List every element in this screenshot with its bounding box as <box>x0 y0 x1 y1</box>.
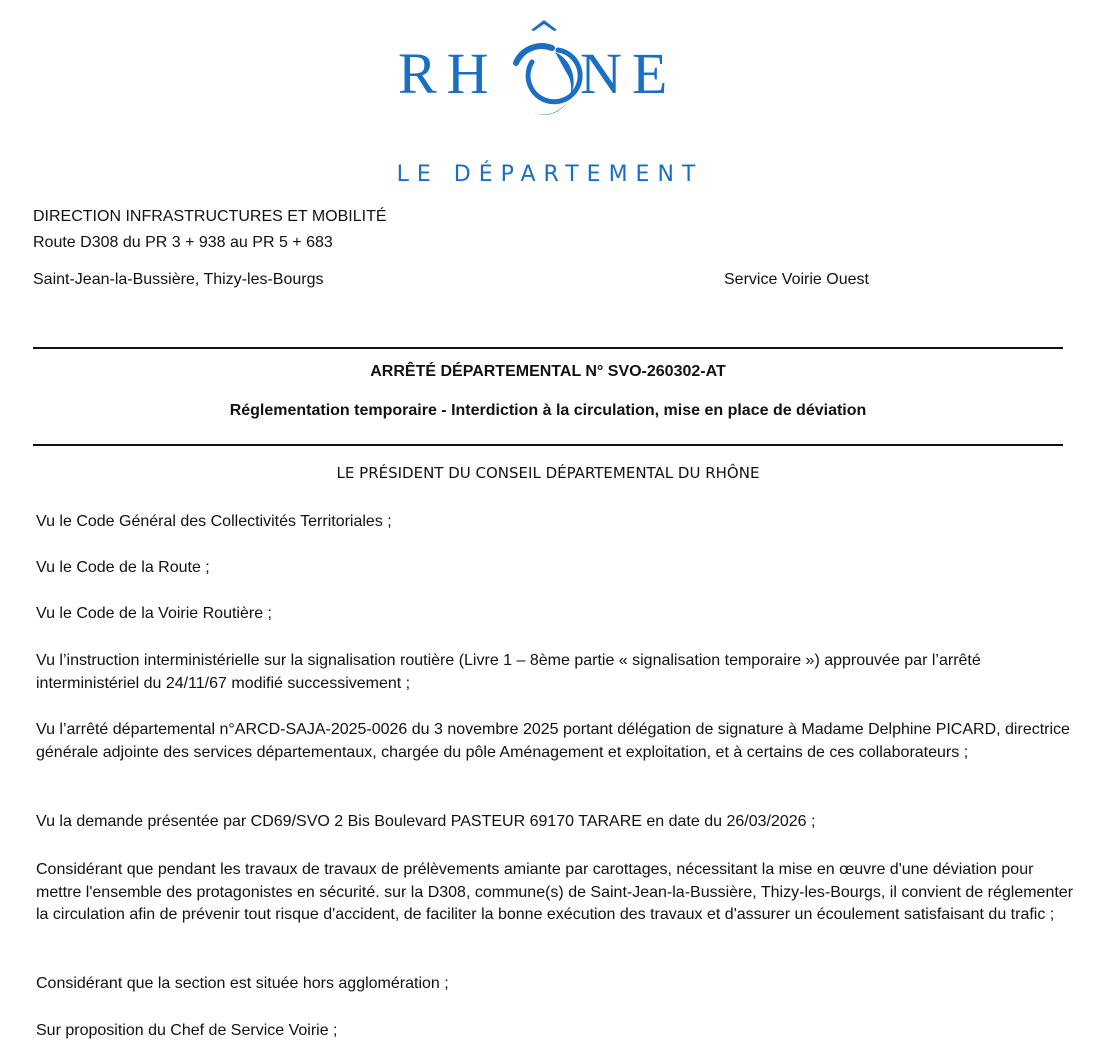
route-label: Route D308 du PR 3 + 938 au PR 5 + 683 <box>33 234 333 251</box>
title-bottom-divider <box>33 444 1063 446</box>
visa-paragraph: Vu le Code de la Voirie Routière ; <box>36 605 272 622</box>
service-label: Service Voirie Ouest <box>724 271 869 288</box>
arrete-number-title: ARRÊTÉ DÉPARTEMENTAL N° SVO-260302-AT <box>370 363 726 380</box>
arrete-subject: Réglementation temporaire - Interdiction à la circulation, mise en place de déviation <box>229 402 867 419</box>
rhone-logo-graphic <box>380 0 720 200</box>
communes-label: Saint-Jean-la-Bussière, Thizy-les-Bourgs <box>33 271 324 288</box>
title-top-divider <box>33 347 1063 349</box>
proposition-paragraph: Sur proposition du Chef de Service Voirie ; <box>36 1022 338 1039</box>
authority-heading: LE PRÉSIDENT DU CONSEIL DÉPARTEMENTAL DU RHÔNE <box>336 464 760 482</box>
logo-letters-left: RH <box>398 41 499 106</box>
logo-circumflex-icon <box>531 20 557 31</box>
visa-paragraph: Vu le Code Général des Collectivités Territoriales ; <box>36 513 392 530</box>
considerant-paragraph: Considérant que pendant les travaux de travaux de prélèvements amiante par carottages, nécessitant la mise en œuvre d'une déviation pour mettre l'ensemble des protagonistes en sécurité. sur la D308, commune(s) de Saint-Jean-la-Bussière, Thizy-les-Bourgs, il convient de réglementer la circulation afin de prévenir tout risque d'accident, de faciliter la bonne exécution des travaux et d'assurer un écoulement satisfaisant du trafic ; <box>36 861 1074 923</box>
visa-paragraph: Vu l’arrêté départemental n°ARCD-SAJA-2025-0026 du 3 novembre 2025 portant délégation de signature à Madame Delphine PICARD, directrice générale adjointe des services départementaux, chargée du pôle Aménagement et exploitation, et à certains de ces collaborateurs ; <box>36 721 1070 761</box>
visa-paragraph: Vu la demande présentée par CD69/SVO 2 Bis Boulevard PASTEUR 69170 TARARE en date du 26/03/2026 ; <box>36 813 816 830</box>
considerant-paragraph: Considérant que la section est située hors agglomération ; <box>36 975 449 992</box>
direction-label: DIRECTION INFRASTRUCTURES ET MOBILITÉ <box>33 208 387 225</box>
visa-paragraph: Vu le Code de la Route ; <box>36 559 210 576</box>
logo-tagline: LE DÉPARTEMENT <box>396 162 704 187</box>
logo-o-crescent-icon <box>516 46 580 115</box>
logo-letters-right: NE <box>580 41 678 106</box>
visa-paragraph: Vu l’instruction interministérielle sur la signalisation routière (Livre 1 – 8ème partie « signalisation temporaire ») approuvée par l’arrêté interministériel du 24/11/67 modifié successivement ; <box>36 652 981 692</box>
